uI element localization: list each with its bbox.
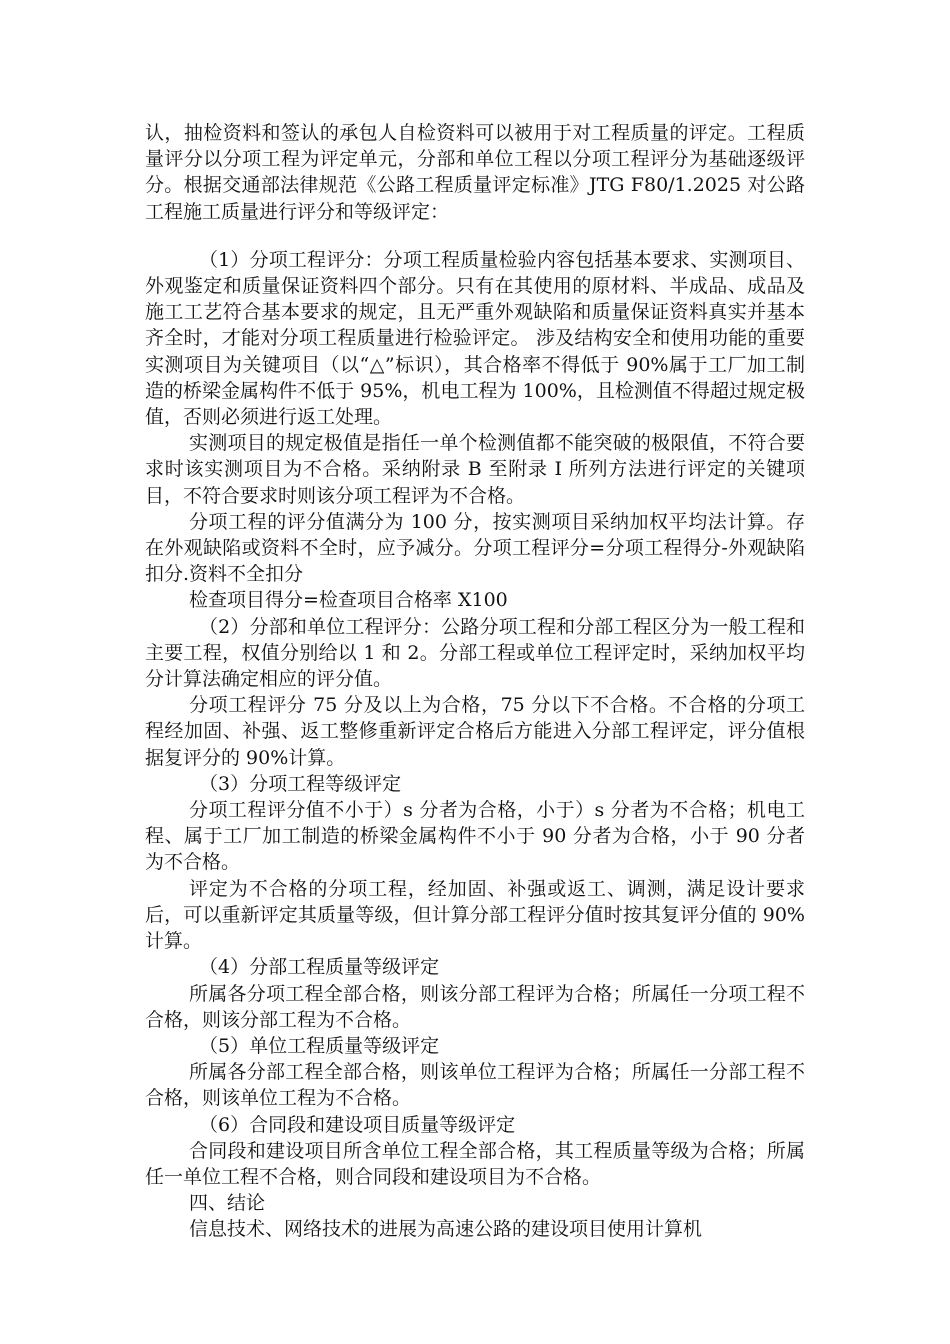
paragraph-contract-grade: 合同段和建设项目所含单位工程全部合格，其工程质量等级为合格；所属任一单位工程不合格，则合同段和建设项目为不合格。 <box>145 1139 805 1188</box>
paragraph-pass-threshold: 分项工程评分 75 分及以上为合格，75 分以下不合格。不合格的分项工程经加固、补强、返工整修重新评定合格后方能进入分部工程评定，评分值根据复评分的 90%计算。 <box>145 694 805 769</box>
heading-item-5: （5）单位工程质量等级评定 <box>199 1034 440 1057</box>
paragraph-conclusion: 信息技术、网络技术的进展为高速公路的建设项目使用计算机 <box>189 1218 703 1241</box>
document-body <box>145 120 805 1243</box>
paragraph-formula: 检查项目得分=检查项目合格率 X100 <box>189 589 508 612</box>
paragraph-reassessment: 评定为不合格的分项工程，经加固、补强或返工、调测，满足设计要求后，可以重新评定其质量等级，但计算分部工程评分值时按其复评分值的 90%计算。 <box>145 877 805 953</box>
heading-conclusion: 四、结论 <box>189 1192 266 1215</box>
heading-item-4: （4）分部工程质量等级评定 <box>199 956 440 979</box>
heading-item-3: （3）分项工程等级评定 <box>199 772 402 795</box>
paragraph-score-calc: 分项工程的评分值满分为 100 分，按实测项目采纳加权平均法计算。存在外观缺陷或资料不全时，应予减分。分项工程评分=分项工程得分-外观缺陷扣分.资料不全扣分 <box>145 510 805 586</box>
paragraph-intro: 认，抽检资料和签认的承包人自检资料可以被用于对工程质量的评定。工程质量评分以分项工程为评定单元，分部和单位工程以分项工程评分为基础逐级评分。根据交通部法律规范《公路工程质量评定标准》JTG F80/1.2025 对公路工程施工质量进行评分和等级评定： <box>145 122 805 223</box>
paragraph-unit-grade: 所属各分部工程全部合格，则该单位工程评为合格；所属任一分部工程不合格，则该单位工程为不合格。 <box>145 1061 805 1110</box>
paragraph-item-2: （2）分部和单位工程评分：公路分项工程和分部工程区分为一般工程和主要工程，权值分别给以 1 和 2。分部工程或单位工程评定时，采纳加权平均分计算法确定相应的评分值。 <box>145 615 805 691</box>
paragraph-item-1: （1）分项工程评分：分项工程质量检验内容包括基本要求、实测项目、外观鉴定和质量保证资料四个部分。只有在其使用的原材料、半成品、成品及施工工艺符合基本要求的规定，且无严重外观缺陷和质量保证资料真实并基本齐全时，才能对分项工程质量进行检验评定。 涉及结构安全和使用功能的重要实测项目为关键项目（以“△”标识），其合格率不得低于 90%属于工厂加工制造的桥梁金属构件不低于 95%，机电工程为 100%，且检测值不得超过规定极值，否则必须进行返工处理。 <box>145 248 805 429</box>
heading-item-6: （6）合同段和建设项目质量等级评定 <box>199 1113 516 1136</box>
paragraph-division-grade: 所属各分项工程全部合格，则该分部工程评为合格；所属任一分项工程不合格，则该分部工程为不合格。 <box>145 982 805 1031</box>
paragraph-limit-values: 实测项目的规定极值是指任一单个检测值都不能突破的极限值，不符合要求时该实测项目为不合格。采纳附录 B 至附录 I 所列方法进行评定的关键项目，不符合要求时则该分项工程评为不合格。 <box>145 432 805 507</box>
paragraph-grade-rule: 分项工程评分值不小于）s 分者为合格，小于）s 分者为不合格；机电工程、属于工厂加工制造的桥梁金属构件不小于 90 分者为合格，小于 90 分者为不合格。 <box>145 799 805 874</box>
